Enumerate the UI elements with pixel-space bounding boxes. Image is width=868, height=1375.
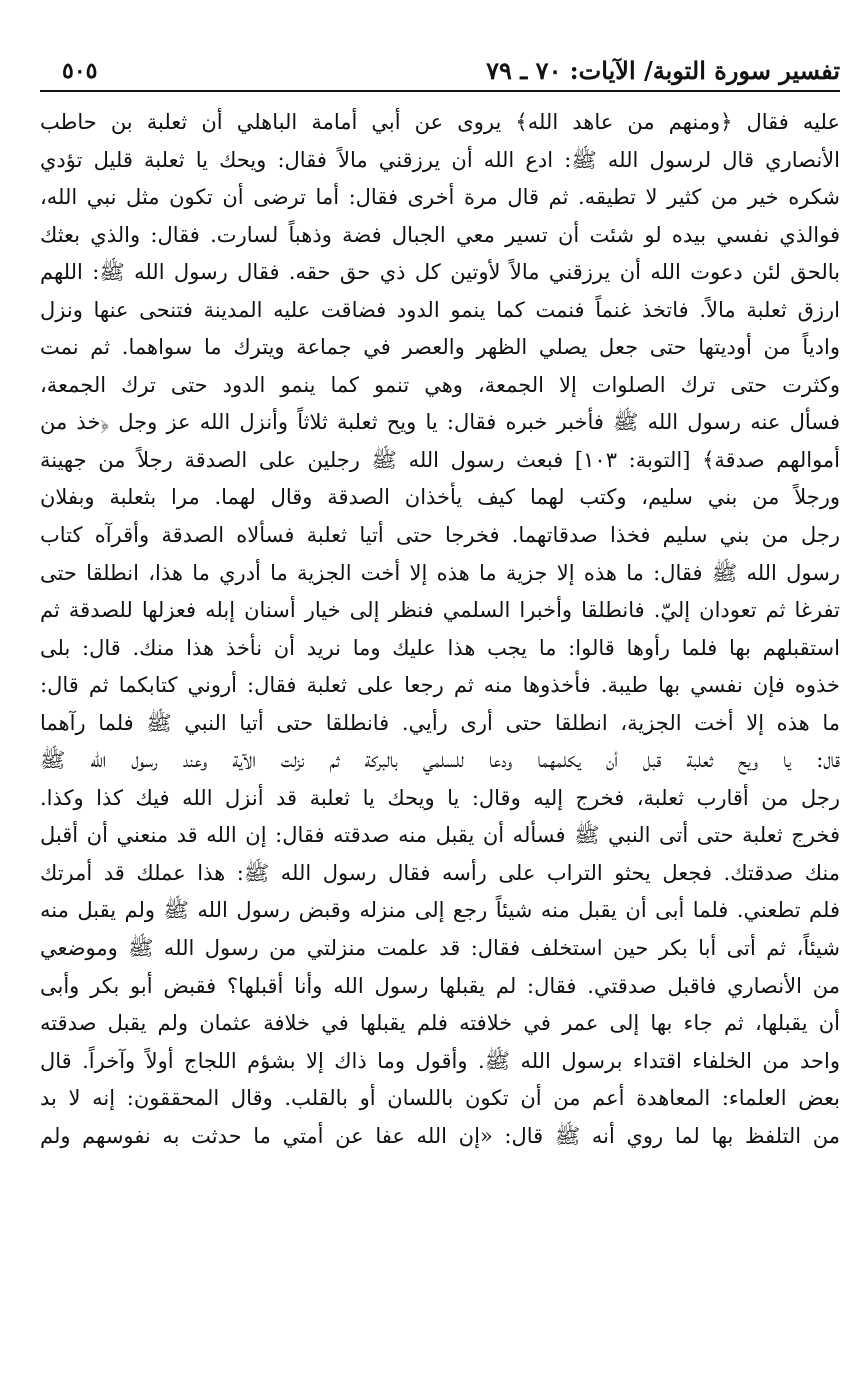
text-line: رجل من بني سليم فخذا صدقاتهما. فخرجا حتى أتيا ثعلبة فسألاه الصدقة وأقرآه كتاب: [40, 523, 840, 548]
text-line: أن يقبلها، ثم جاء بها إلى عمر في خلافته فلم يقبلها في خلافة عثمان ولم يقبل صدقته: [40, 1011, 840, 1036]
text-line: فسأل عنه رسول الله ﷺ فأخبر خبره فقال: يا ويح ثعلبة ثلاثاً وأنزل الله عز وجل ﴿خذ من: [40, 410, 840, 435]
text-line: خذوه فإن نفسي بها طيبة. فأخذوها منه ثم رجعا على ثعلبة فقال: أروني كتابكما ثم قال:: [40, 673, 840, 698]
text-line: تفرغا ثم تعودان إليّ. فانطلقا وأخبرا السلمي فنظر إلى خيار أسنان إبله فعزلها للصدقة ثم: [40, 598, 840, 623]
text-line: واحد من الخلفاء اقتداء برسول الله ﷺ. وأقول وما ذاك إلا بشؤم اللجاج أولاً وآخراً. قال: [40, 1048, 840, 1073]
text-line: الأنصاري قال لرسول الله ﷺ: ادع الله أن يرزقني مالاً فقال: ويحك يا ثعلبة قليل تؤدي: [40, 147, 840, 172]
text-line: رجل من أقارب ثعلبة، فخرج إليه وقال: يا ويحك يا ثعلبة قد أنزل الله فيك كذا وكذا.: [40, 785, 840, 810]
text-line: ما هذه إلا أخت الجزية، انطلقا حتى أرى رأيي. فانطلقا حتى أتيا النبي ﷺ فلما رآهما: [40, 710, 840, 735]
page-number: ٥٠٥: [62, 58, 98, 84]
book-page: [40, 52, 840, 1352]
text-line: من التلفظ بها لما روي أنه ﷺ قال: «إن الله عفا عن أمتي ما حدثت به نفوسهم ولم: [40, 1123, 840, 1148]
text-line: شكره خير من كثير لا تطيقه. ثم قال مرة أخرى فقال: أما ترضى أن تكون مثل نبي الله،: [40, 185, 840, 210]
text-line: من الأنصاري فاقبل صدقتي. فقال: لم يقبلها رسول الله وأنا أقبلها؟ فقبض أبو بكر وأبى: [40, 973, 840, 998]
running-title: تفسير سورة التوبة/ الآيات: ٧٠ ـ ٧٩: [486, 56, 840, 85]
text-line: وكثرت حتى ترك الصلوات إلا الجمعة، وهي تنمو كما ينمو الدود حتى ترك الجمعة،: [40, 372, 840, 397]
text-line: فخرج ثعلبة حتى أتى النبي ﷺ فسأله أن يقبل منه صدقته فقال: إن الله قد منعني أن أقبل: [40, 823, 840, 848]
text-line: ارزق ثعلبة مالاً. فاتخذ غنماً فنمت كما ينمو الدود فضاقت عليه المدينة فتنحى عنها ونزل: [40, 297, 840, 322]
text-line: أموالهم صدقة﴾ [التوبة: ١٠٣] فبعث رسول الله ﷺ رجلين على الصدقة رجلاً من جهينة: [40, 447, 840, 472]
text-line: ورجلاً من بني سليم، وكتب لهما كيف يأخذان الصدقة وقال لهما. مرا بثعلبة وبفلان: [40, 485, 840, 510]
text-line: بعض العلماء: المعاهدة أعم من أن تكون باللسان أو بالقلب. وقال المحققون: إنه لا بد: [40, 1086, 840, 1111]
text-line: منك صدقتك. فجعل يحثو التراب على رأسه فقال رسول الله ﷺ: هذا عملك قد أمرتك: [40, 860, 840, 885]
text-line: بالحق لئن دعوت الله أن يرزقني مالاً لأوتين كل ذي حق حقه. فقال رسول الله ﷺ: اللهم: [40, 260, 840, 285]
text-line: فوالذي نفسي بيده لو شئت أن تسير معي الجبال فضة وذهباً لسارت. فقال: والذي بعثك: [40, 222, 840, 247]
text-line: استقبلهم بها فلما رأوها قالوا: ما يجب هذا عليك وما نريد أن نأخذ هذا منك. قال: بلى: [40, 635, 840, 660]
page-header: [40, 52, 840, 92]
text-line: رسول الله ﷺ فقال: ما هذه إلا جزية ما هذه إلا أخت الجزية ما أدري ما هذا، انطلقا حتى: [40, 560, 840, 585]
text-line: شيئاً، ثم أتى أبا بكر حين استخلف فقال: قد علمت منزلتي من رسول الله ﷺ وموضعي: [40, 936, 840, 961]
body-text: [40, 104, 840, 1155]
text-line: عليه فقال ﴿ومنهم من عاهد الله﴾ يروى عن أبي أمامة الباهلي أن ثعلبة بن حاطب: [40, 110, 840, 134]
text-line: وادياً من أوديتها حتى جعل يصلي الظهر والعصر في جماعة ويترك ما سواهما. ثم نمت: [40, 335, 840, 360]
text-line: فلم تطعني. فلما أبى أن يقبل منه شيئاً رجع إلى منزله وقبض رسول الله ﷺ ولم يقبل منه: [40, 898, 840, 923]
text-line: قال: يا ويح ثعلبة قبل أن يكلمهما ودعا للسلمي بالبركة ثم نزلت الآية وعند رسول الله ﷺ: [40, 748, 840, 773]
